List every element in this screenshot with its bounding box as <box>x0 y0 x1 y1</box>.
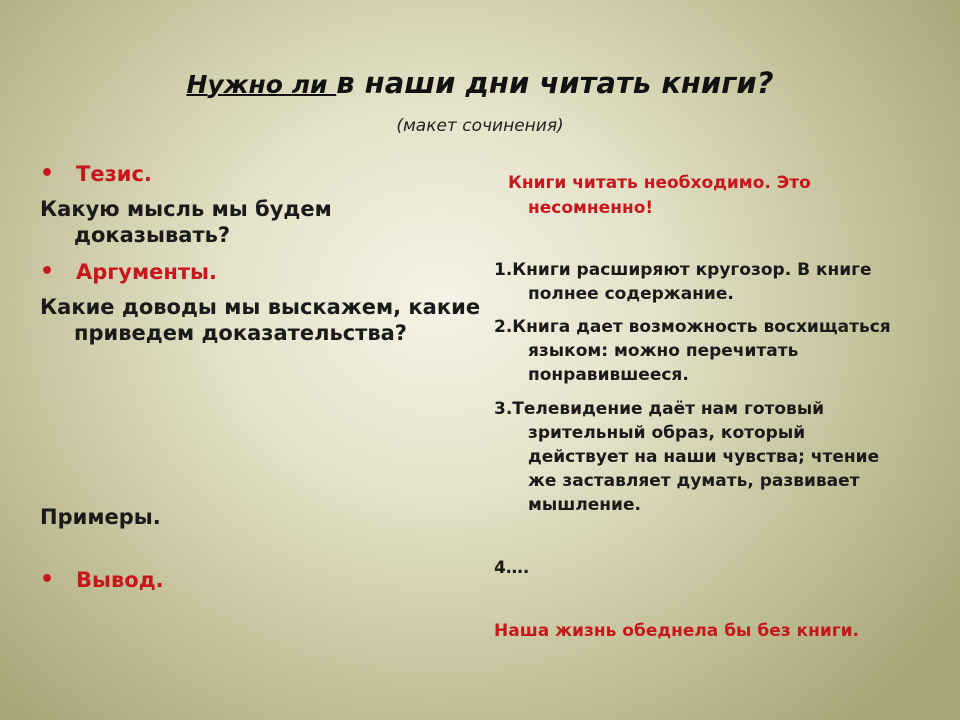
conclusion-label: • Вывод. <box>40 568 460 592</box>
title-rest: в наши дни читать книги? <box>336 66 774 100</box>
left-column <box>40 160 481 592</box>
argument-4: 4…. <box>494 558 530 578</box>
right-conclusion: Наша жизнь обеднела бы без книги. <box>494 621 859 641</box>
slide-subtitle: (макет сочинения) <box>396 116 564 136</box>
slide-title <box>0 66 960 100</box>
argument-1: 1.Книги расширяют кругозор. В книге полнее содержание. <box>494 260 872 304</box>
title-word-li: ли <box>291 70 337 99</box>
thesis-label: • Тезис. <box>40 162 460 186</box>
argument-2: 2.Книга дает возможность восхищаться языком: можно перечитать понравившееся. <box>494 317 891 385</box>
arguments-label: • Аргументы. <box>40 260 460 284</box>
argument-3: 3.Телевидение даёт нам готовый зрительный образ, который действует на наши чувства; чтение же заставляет думать, развивает мышление. <box>494 399 880 515</box>
right-thesis: Книги читать необходимо. Это несомненно! <box>508 173 811 218</box>
examples-label: Примеры. <box>40 505 161 529</box>
title-word-nuzhno: Нужно <box>186 70 292 99</box>
arguments-question: Какие доводы мы выскажем, какие приведем доказательства? <box>40 295 481 345</box>
thesis-question: Какую мысль мы будем доказывать? <box>40 197 332 247</box>
